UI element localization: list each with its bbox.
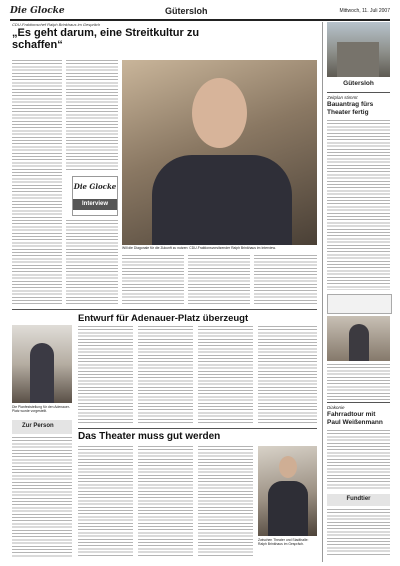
fundtier-box: [327, 494, 390, 506]
interview-text-col-3: [122, 255, 184, 305]
adenauer-text-col-4: [258, 326, 317, 424]
adenauer-photo-person: [30, 343, 54, 403]
sidebar-headline-1: Bauantrag fürs Theater fertig: [327, 101, 374, 116]
sidebar-small-photo: [327, 316, 390, 361]
section-rule-2: [78, 428, 317, 429]
adenauer-photo-caption: Die Planfeststellung für den Adenauer-Platz wurde vorgestellt.: [12, 405, 71, 413]
page-header: [10, 6, 390, 18]
adenauer-headline: Entwurf für Adenauer-Platz überzeugt: [78, 313, 249, 324]
sidebar-city-photo: [327, 22, 390, 77]
photo-face: [192, 78, 247, 148]
interview-text-col-2: [66, 60, 118, 170]
zur-person-box: [12, 420, 72, 434]
section-rule-1: [12, 309, 317, 310]
adenauer-photo: [12, 325, 72, 403]
sidebar-text-2: [327, 364, 390, 400]
theater-headline: Das Theater muss gut werden: [78, 431, 221, 442]
interview-text-col-2b: [66, 220, 118, 305]
zur-person-title: Zur Person: [22, 423, 54, 429]
interview-kicker: CDU-Fraktionschef Ralph Brinkhaus im Gespräch: [12, 22, 101, 27]
sidebar-rubric-2: Diakonie: [327, 405, 345, 410]
zur-person-text: [12, 437, 72, 557]
theater-photo-caption: Zwischen Theater und Stadthalle: Ralph Brinkhaus im Gespräch.: [258, 538, 309, 546]
section-title: Gütersloh: [165, 6, 208, 16]
sidebar-rule-1: [327, 92, 390, 93]
sidebar-city-label: Gütersloh: [343, 80, 374, 87]
interview-headline: „Es geht darum, eine Streitkultur zu schaffen“: [12, 27, 200, 51]
theater-photo-suit: [268, 481, 308, 536]
adenauer-text-col-2: [138, 326, 193, 424]
theater-photo: [258, 446, 317, 536]
newspaper-logo: Die Glocke: [10, 6, 65, 16]
brinkhaus-photo-caption: Will die Diagonale für die Zukunft zu nutzen: CDU-Fraktionsvorsitzender Ralph Brinkhaus im Interview.: [122, 246, 276, 250]
theater-text-col-1: [78, 446, 133, 558]
adenauer-text-col-3: [198, 326, 253, 424]
sidebar-ad-box: [327, 294, 392, 314]
badge-label: Interview: [73, 199, 117, 210]
adenauer-text-col-1: [78, 326, 133, 424]
sidebar-headline-2: Fahrradtour mit Paul Weißenmann: [327, 411, 383, 426]
brinkhaus-photo: [122, 60, 317, 245]
interview-text-col-1: [12, 60, 62, 305]
fundtier-title: Fundtier: [346, 496, 371, 502]
badge-logo: Die Glocke: [73, 182, 117, 191]
sidebar-divider: [322, 22, 323, 562]
interview-text-col-5: [254, 255, 317, 305]
interview-text-col-4: [188, 255, 250, 305]
issue-date: Mittwoch, 11. Juli 2007: [339, 8, 390, 14]
sidebar-rubric: Zeitplan stimmt: [327, 95, 358, 100]
theater-text-col-3: [198, 446, 253, 558]
fundtier-text: [327, 509, 390, 557]
sidebar-rule-2: [327, 402, 390, 403]
sidebar-small-photo-person: [349, 324, 369, 361]
theater-photo-face: [279, 456, 297, 478]
header-rule: [10, 19, 390, 21]
sidebar-photo-building: [337, 42, 379, 77]
sidebar-text-3: [327, 430, 390, 490]
theater-text-col-2: [138, 446, 193, 558]
photo-suit: [152, 155, 292, 245]
sidebar-text-1: [327, 120, 390, 290]
interview-badge: [72, 176, 118, 216]
